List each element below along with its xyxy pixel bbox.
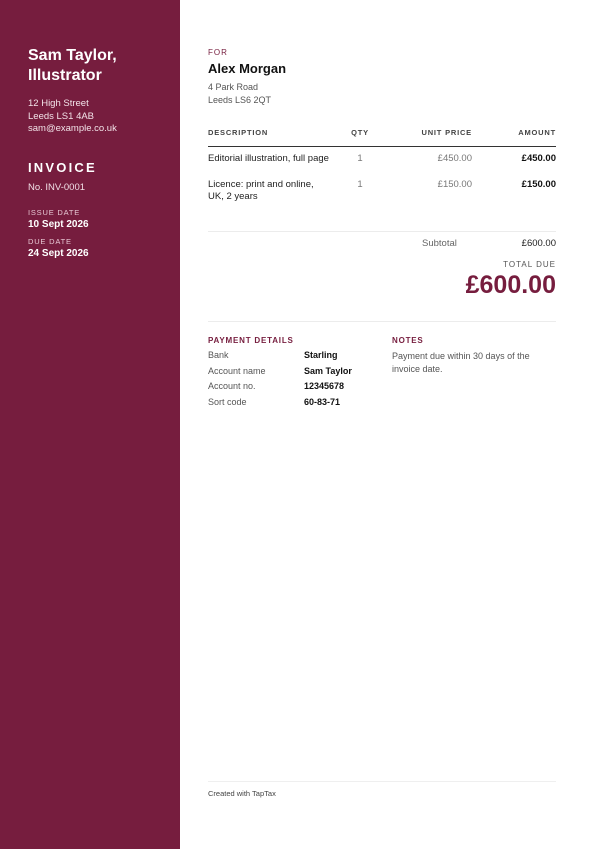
total-due-label: TOTAL DUE <box>503 260 556 269</box>
footer-divider <box>208 781 556 782</box>
row-unit-price: £150.00 <box>437 178 472 190</box>
row-description: Licence: print and online, UK, 2 years <box>208 178 314 202</box>
row-amount: £450.00 <box>521 153 556 164</box>
payment-details <box>208 350 352 412</box>
due-date-value: 24 Sept 2026 <box>28 247 89 259</box>
notes-title: NOTES <box>392 336 424 345</box>
payment-row <box>208 381 352 397</box>
payment-details-title: PAYMENT DETAILS <box>208 336 294 345</box>
subtotal-label: Subtotal <box>422 238 457 249</box>
section-divider <box>208 321 556 322</box>
header-amount: AMOUNT <box>518 128 556 137</box>
footer-credit: Created with TapTax <box>208 789 276 798</box>
table-header <box>208 128 556 147</box>
issue-date-block <box>28 208 180 230</box>
invoice-number: No. INV-0001 <box>28 181 86 193</box>
payment-row <box>208 397 352 413</box>
payment-value: 12345678 <box>304 381 345 391</box>
client-address-line1: 4 Park Road <box>208 82 259 92</box>
payment-label: Account name <box>208 365 266 376</box>
due-date-label: DUE DATE <box>28 236 72 246</box>
business-address-line2: Leeds LS1 4AB <box>28 110 95 122</box>
total-due-value: £600.00 <box>465 271 556 299</box>
header-description: DESCRIPTION <box>208 128 269 137</box>
table-row <box>208 153 556 166</box>
payment-value: Sam Taylor <box>304 365 352 376</box>
subtotal-value: £600.00 <box>521 238 556 249</box>
payment-row <box>208 366 352 382</box>
business-address <box>28 98 180 136</box>
payment-row <box>208 350 352 366</box>
row-unit-price: £450.00 <box>437 153 472 164</box>
line-items-table <box>208 128 556 204</box>
table-row <box>208 179 556 204</box>
invoice-title: INVOICE <box>28 159 97 175</box>
payment-label: Account no. <box>208 381 256 391</box>
sidebar <box>0 0 180 849</box>
payment-label: Sort code <box>208 396 247 407</box>
due-date-block <box>28 237 180 259</box>
payment-value: Starling <box>304 350 338 360</box>
business-email: sam@example.co.uk <box>28 123 117 134</box>
issue-date-value: 10 Sept 2026 <box>28 218 89 230</box>
client-address-line2: Leeds LS6 2QT <box>208 94 272 105</box>
table-divider <box>208 231 556 232</box>
header-unit-price: UNIT PRICE <box>421 128 472 137</box>
row-qty: 1 <box>357 178 363 190</box>
issue-date-label: ISSUE DATE <box>28 207 81 217</box>
business-name: Sam Taylor, Illustrator <box>28 47 117 84</box>
business-address-line1: 12 High Street <box>28 98 89 109</box>
row-description: Editorial illustration, full page <box>208 153 329 164</box>
payment-value: 60-83-71 <box>304 396 341 407</box>
client-address <box>208 81 271 106</box>
row-qty: 1 <box>357 153 363 164</box>
client-label: FOR <box>208 48 228 57</box>
row-amount: £150.00 <box>521 178 556 190</box>
payment-label: Bank <box>208 350 229 360</box>
notes-text: Payment due within 30 days of the invoice date. <box>392 351 530 374</box>
header-qty: QTY <box>351 128 369 137</box>
client-name: Alex Morgan <box>208 61 287 76</box>
